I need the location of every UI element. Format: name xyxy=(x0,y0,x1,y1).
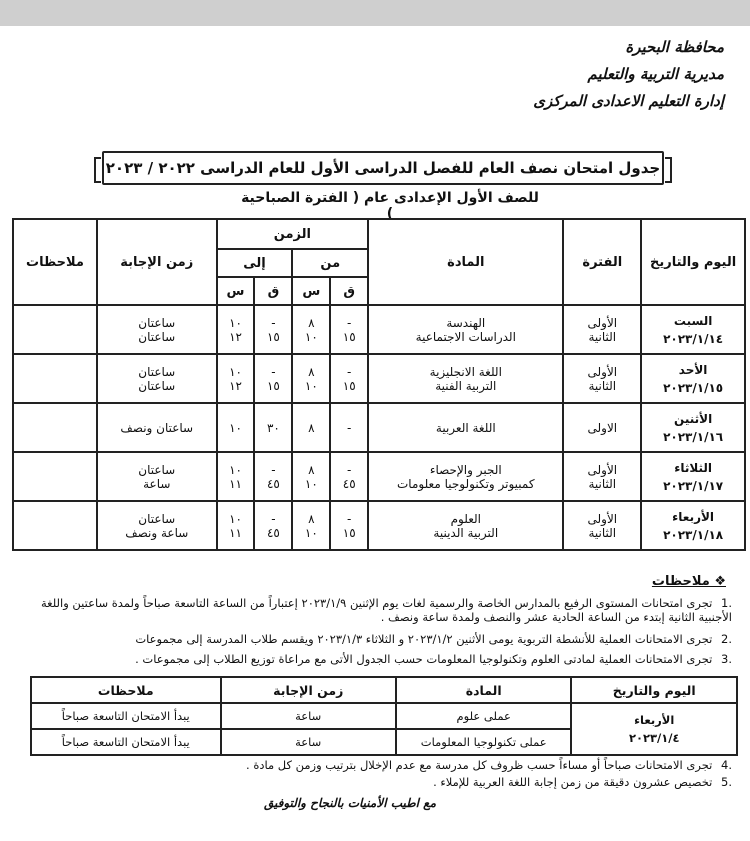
day-cell: الأثنين ٢٠٢٣/١/١٦ xyxy=(641,403,745,452)
from-s-cell: ٨ ١٠ xyxy=(292,305,330,354)
schedule-row xyxy=(13,501,745,550)
note-3: .3 تجرى الامتحانات العملية لمادتى العلوم وتكنولوجيا المعلومات حسب الجدول الأتى مع مراعاة توزيع الطلاب إلى مجموعات . xyxy=(135,652,732,666)
duration-cell: ساعتان ساعتان xyxy=(97,305,217,354)
from-q-cell: - ٤٥ xyxy=(330,452,368,501)
header-from-s: س xyxy=(292,277,330,305)
from-s-cell: ٨ xyxy=(292,403,330,452)
schedule-row xyxy=(13,403,745,452)
administration-line: إدارة التعليم الاعدادى المركزى xyxy=(533,92,724,110)
subject-cell: اللغة الانجليزية التربية الفنية xyxy=(368,354,563,403)
header-duration: زمن الإجابة xyxy=(97,219,217,305)
top-bar xyxy=(0,0,750,26)
practical-header-duration: زمن الإجابة xyxy=(221,677,396,703)
practical-header-subject: المادة xyxy=(396,677,572,703)
to-q-cell: - ١٥ xyxy=(254,305,292,354)
header-to-q: ق xyxy=(254,277,292,305)
period-cell: الأولى الثانية xyxy=(563,354,641,403)
header-from-q: ق xyxy=(330,277,368,305)
remarks-cell xyxy=(13,403,97,452)
practical-subject: عملى علوم xyxy=(396,703,572,729)
note-2: .2 تجرى الامتحانات العملية للأنشطة التربوية يومى الأثنين ٢٠٢٣/١/٢ و الثلاثاء ٢٠٢٣/١/٣ ويقسم طلاب المدرسة إلى مجموعات xyxy=(135,632,732,646)
day-cell: الثلاثاء ٢٠٢٣/١/١٧ xyxy=(641,452,745,501)
duration-cell: ساعتان ساعتان xyxy=(97,354,217,403)
schedule-row xyxy=(13,354,745,403)
day-cell: الأربعاء ٢٠٢٣/١/١٨ xyxy=(641,501,745,550)
practical-duration: ساعة xyxy=(221,729,396,755)
to-q-cell: - ٤٥ xyxy=(254,501,292,550)
from-s-cell: ٨ ١٠ xyxy=(292,452,330,501)
directorate-line: مديرية التربية والتعليم xyxy=(587,65,724,83)
note-5: .5 تخصيص عشرون دقيقة من زمن إجابة اللغة العربية للإملاء . xyxy=(433,775,732,789)
from-q-cell: - ١٥ xyxy=(330,305,368,354)
to-s-cell: ١٠ xyxy=(217,403,255,452)
practical-day-cell: الأربعاء ٢٠٢٣/١/٤ xyxy=(571,703,737,755)
to-s-cell: ١٠ ١٢ xyxy=(217,354,255,403)
document-title: جدول امتحان نصف العام للفصل الدراسى الأول للعام الدراسى ٢٠٢٢ / ٢٠٢٣ xyxy=(102,151,664,185)
practical-remark: يبدأ الامتحان التاسعة صباحاً xyxy=(31,729,221,755)
to-s-cell: ١٠ ١١ xyxy=(217,452,255,501)
period-cell: الأولى الثانية xyxy=(563,305,641,354)
remarks-cell xyxy=(13,501,97,550)
header-time: الزمن xyxy=(217,219,369,249)
closing-line: مع اطيب الأمنيات بالنجاح والتوفيق xyxy=(263,796,436,810)
subject-cell: اللغة العربية xyxy=(368,403,563,452)
duration-cell: ساعتان ساعة xyxy=(97,452,217,501)
duration-cell: ساعتان ونصف xyxy=(97,403,217,452)
note-1: .1 تجرى امتحانات المستوى الرفيع بالمدارس الخاصة والرسمية لغات يوم الإثنين ٢٠٢٣/١/٩ إعتباراً من الساعة التاسعة صباحاً ولمدة ساعتين واللغة الأجنبية الثانية إبتدء من الساعة الحادية عشر والنصف ولمدة ساعة ونصف . xyxy=(41,596,732,624)
to-q-cell: ٣٠ xyxy=(254,403,292,452)
subject-cell: الجبر والإحصاء كمبيوتر وتكنولوجيا معلومات xyxy=(368,452,563,501)
to-s-cell: ١٠ ١١ xyxy=(217,501,255,550)
duration-cell: ساعتان ساعة ونصف xyxy=(97,501,217,550)
to-s-cell: ١٠ ١٢ xyxy=(217,305,255,354)
from-q-cell: - ١٥ xyxy=(330,501,368,550)
document-subtitle: للصف الأول الإعدادى عام ( الفترة الصباحية ) xyxy=(241,190,539,222)
header-from: من xyxy=(292,249,368,277)
practical-header-day: اليوم والتاريخ xyxy=(571,677,737,703)
schedule-row xyxy=(13,305,745,354)
subject-cell: العلوم التربية الدينية xyxy=(368,501,563,550)
header-to-s: س xyxy=(217,277,255,305)
exam-schedule-table xyxy=(12,218,746,551)
governorate-line: محافظة البحيرة xyxy=(625,38,724,56)
to-q-cell: - ٤٥ xyxy=(254,452,292,501)
remarks-cell xyxy=(13,452,97,501)
to-q-cell: - ١٥ xyxy=(254,354,292,403)
practical-header-remarks: ملاحظات xyxy=(31,677,221,703)
from-q-cell: - xyxy=(330,403,368,452)
practical-subject: عملى تكنولوجيا المعلومات xyxy=(396,729,572,755)
from-s-cell: ٨ ١٠ xyxy=(292,354,330,403)
from-s-cell: ٨ ١٠ xyxy=(292,501,330,550)
header-period: الفترة xyxy=(563,219,641,305)
header-to: إلى xyxy=(217,249,293,277)
day-cell: السبت ٢٠٢٣/١/١٤ xyxy=(641,305,745,354)
header-remarks: ملاحظات xyxy=(13,219,97,305)
day-cell: الأحد ٢٠٢٣/١/١٥ xyxy=(641,354,745,403)
notes-heading: ❖ ملاحظات xyxy=(651,574,726,589)
letterhead xyxy=(533,34,724,115)
practical-remark: يبدأ الامتحان التاسعة صباحاً xyxy=(31,703,221,729)
practical-exam-table xyxy=(30,676,738,756)
period-cell: الأولى الثانية xyxy=(563,452,641,501)
header-subject: المادة xyxy=(368,219,563,305)
from-q-cell: - ١٥ xyxy=(330,354,368,403)
header-day: اليوم والتاريخ xyxy=(641,219,745,305)
practical-duration: ساعة xyxy=(221,703,396,729)
note-4: .4 تجرى الامتحانات صباحاً أو مساءاً حسب ظروف كل مدرسة مع عدم الإخلال بترتيب وزمن كل مادة . xyxy=(246,758,732,772)
subject-cell: الهندسة الدراسات الاجتماعية xyxy=(368,305,563,354)
period-cell: الاولى xyxy=(563,403,641,452)
schedule-row xyxy=(13,452,745,501)
period-cell: الأولى الثانية xyxy=(563,501,641,550)
remarks-cell xyxy=(13,305,97,354)
remarks-cell xyxy=(13,354,97,403)
